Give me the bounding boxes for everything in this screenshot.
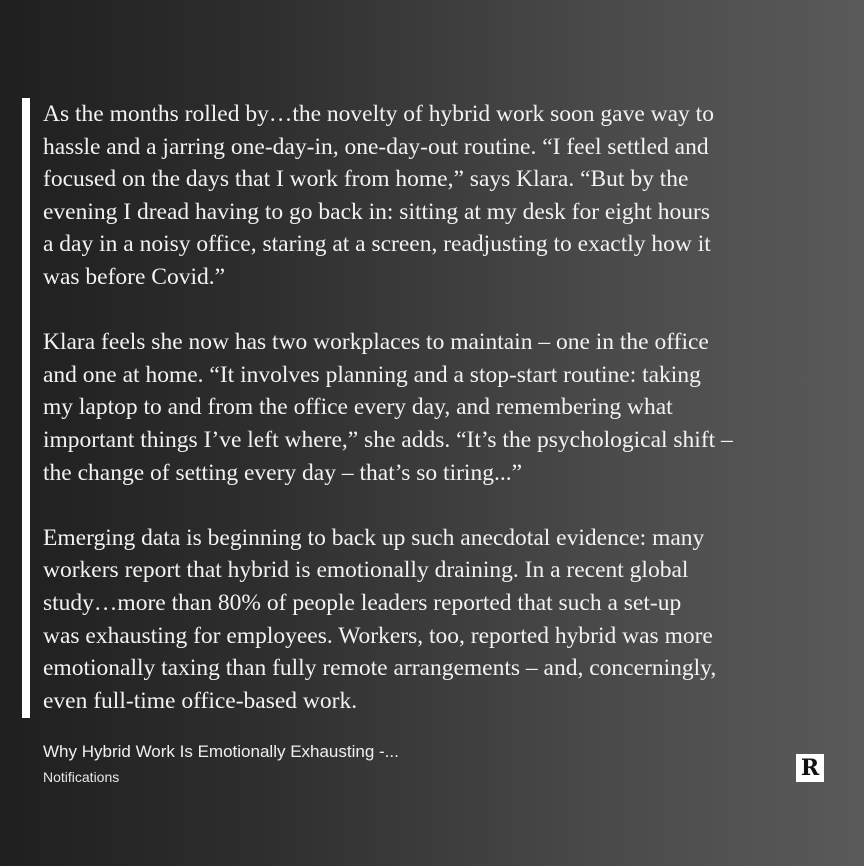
logo-letter: R (800, 755, 820, 781)
source-title[interactable]: Why Hybrid Work Is Emotionally Exhausting -... (43, 742, 399, 761)
quote-body (43, 98, 833, 717)
readwise-logo-icon (796, 754, 824, 782)
quote-paragraph-2: Klara feels she now has two workplaces to maintain – one in the office and one at home. “It involves planning and a stop-start routine: taking my laptop to and from the office every day, and remembering what important things I’ve left where,” she adds. “It’s the psychological shift – the change of setting every day – that’s so tiring...” (43, 329, 733, 486)
source-subtitle: Notifications (43, 769, 120, 785)
quote-paragraph-3: Emerging data is beginning to back up such anecdotal evidence: many workers report that hybrid is emotionally draining. In a recent global study…more than 80% of people leaders reported that such a set-up was exhausting for employees. Workers, too, reported hybrid was more emotionally taxing than fully remote arrangements – and, concerningly, even full-time office-based work. (43, 524, 717, 714)
quote-accent-bar (22, 98, 30, 718)
quote-paragraph-1: As the months rolled by…the novelty of hybrid work soon gave way to hassle and a jarring one-day-in, one-day-out routine. “I feel settled and focused on the days that I work from home,” says Klara. “But by the evening I dread having to go back in: sitting at my desk for eight hours a day in a noisy office, staring at a screen, readjusting to exactly how it was before Covid.” (43, 101, 714, 290)
